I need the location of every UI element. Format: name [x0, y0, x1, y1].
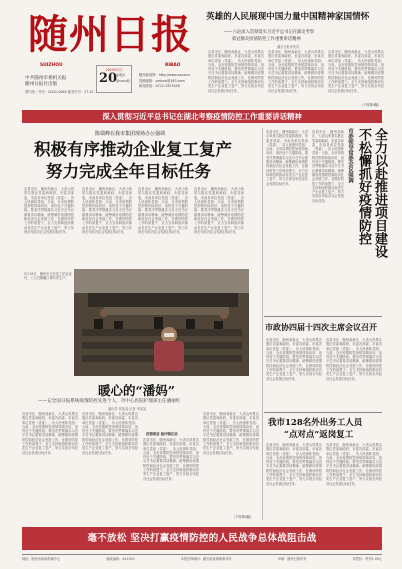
feature-col4: 各县市区、随州高新区、大洪山风景名胜区党委和政府，市委各部委，市直各单位党组（党委），各人民团体党组：当前，全市疫情防控形势持续向好，但仍处于关键阶段。要坚决贯彻落实习近平总书记重要讲话精神，统筹做好疫情防控和经济社会发展工作，在做好防控工作的前提下，全力支持和组织推动各类生产企业复工复产，努力实现全年经济社会发展目标任务。	[203, 412, 259, 455]
feature-col2: 各县市区、随州高新区、大洪山风景名胜区党委和政府，市委各部委，市直各单位党组（党委），各人民团体党组：当前，全市疫情防控形势持续向好，但仍处于关键阶段。要坚决贯彻落实习近平总书记重要讲话精神，统筹做好疫情防控和经济社会发展工作，在做好防控工作的前提下，全力支持和组织推动各类生产企业复工复产，努力实现全年经济社会发展目标任务。	[82, 412, 138, 455]
cadres-col2: 各县市区、随州高新区、大洪山风景名胜区党委和政府，市委各部委，市直各单位党组（党委），各人民团体党组：当前，全市疫情防控形势持续向好，但仍处于关键阶段。要坚决贯彻落实习近平总书记重要讲话精神，统筹做好疫情防控和经济社会发展工作，在做好防控工作的前提下，全力支持和组织推动各类生产企业复工复产，努力实现全年经济社会发展目标任务。	[326, 443, 382, 486]
footer-legal: 本报法律顾问：湖北某某律师事务所	[180, 557, 232, 561]
postal-code: 邮发代号：37-42	[67, 90, 94, 94]
date-box	[96, 65, 132, 93]
top-story-col3: 各县市区、随州高新区、大洪山风景名胜区党委和政府，市委各部委，市直各单位党组（党委），各人民团体党组：当前，全市疫情防控形势持续向好，但仍处于关键阶段。要坚决贯彻落实习近平总书记重要讲话精神，统筹做好疫情防控和经济社会发展工作，在做好防控工作的前提下，全力支持和组织推动各类生产企业复工复产，努力实现全年经济社会发展目标任务。	[328, 50, 384, 93]
weekday: 星期四	[116, 73, 126, 77]
cppcc-col1: 各县市区、随州高新区、大洪山风景名胜区党委和政府，市委各部委，市直各单位党组（党委），各人民团体党组：当前，全市疫情防控形势持续向好，但仍处于关键阶段。要坚决贯彻落实习近平总书记重要讲话精神，统筹做好疫情防控和经济社会发展工作，在做好防控工作的前提下，全力支持和组织推动各类生产企业复工复产，努力实现全年经济社会发展目标任务。	[266, 338, 322, 381]
photo-caption: 2月19日，随州市正在复工的企业内，工人们佩戴口罩有序生产。	[24, 272, 72, 281]
feature-section-head: 疫情面前 她冲锋在前	[146, 432, 178, 436]
right-vertical-headline2: 全力以赴推进项目建设	[372, 128, 387, 258]
footer-address: 地址：随州市新闻传媒中心	[22, 557, 61, 561]
top-story-byline: 湖北日报评论员	[277, 45, 300, 49]
top-story-continued: （下转第4版）	[360, 103, 382, 107]
top-story-headline: 英雄的人民展现中国力量中国精神家国情怀	[206, 12, 370, 22]
factory-photo-art	[74, 269, 249, 376]
lead-kicker: 陈瑞峰在我市集团现场办公强调	[95, 131, 166, 137]
right-story-col2: 各县市区、随州高新区、大洪山风景名胜区党委和政府，市委各部委，市直各单位党组（党委），各人民团体党组：当前，全市疫情防控形势持续向好，但仍处于关键阶段。要坚决贯彻落实习近平总书记重要讲话精神，统筹做好疫情防控和经济社会发展工作，在做好防控工作的前提下，全力支持和组织推动各类生产企业复工复产，努力实现全年经济社会发展目标任务。	[312, 130, 344, 203]
lead-headline2: 努力完成全年目标任务	[46, 162, 211, 181]
factory-photo	[74, 269, 249, 376]
publisher-info	[25, 76, 66, 88]
footer-info	[22, 556, 382, 561]
contact-info	[139, 73, 190, 90]
publisher-line1: 中共随州市委机关报	[25, 76, 67, 81]
banner: 深入贯彻习近平总书记在湖北考察疫情防控工作重要讲话精神	[22, 110, 382, 123]
masthead-title: 随州日报	[28, 11, 192, 58]
footer-rule	[22, 554, 382, 555]
right-story-col1: 各县市区、随州高新区、大洪山风景名胜区党委和政府，市委各部委，市直各单位党组（党委），各人民团体党组：当前，全市疫情防控形势持续向好，但仍处于关键阶段。要坚决贯彻落实习近平总书记重要讲话精神，统筹做好疫情防控和经济社会发展工作，在做好防控工作的前提下，全力支持和组织推动各类生产企业复工复产，努力实现全年经济社会发展目标任务。	[266, 130, 308, 186]
cn-number: 国内统一刊号：CN42-0069	[25, 90, 67, 94]
cadres-top-rule	[264, 412, 382, 413]
cppcc-col2: 各县市区、随州高新区、大洪山风景名胜区党委和政府，市委各部委，市直各单位党组（党委），各人民团体党组：当前，全市疫情防控形势持续向好，但仍处于关键阶段。要坚决贯彻落实习近平总书记重要讲话精神，统筹做好疫情防控和经济社会发展工作，在做好防控工作的前提下，全力支持和组织推动各类生产企业复工复产，努力实现全年经济社会发展目标任务。	[326, 338, 382, 381]
cadres-headline1: 我市128名外出务工人员	[268, 418, 363, 428]
lead-col4: 各县市区、随州高新区、大洪山风景名胜区党委和政府，市委各部委，市直各单位党组（党委），各人民团体党组：当前，全市疫情防控形势持续向好，但仍处于关键阶段。要坚决贯彻落实习近平总书记重要讲话精神，统筹做好疫情防控和经济社会发展工作，在做好防控工作的前提下，全力支持和组织推动各类生产企业复工复产，努力实现全年经济社会发展目标任务。	[194, 187, 244, 234]
website: 随州新闻网：http://www.szxw.cn	[139, 73, 191, 77]
cadres-col1: 各县市区、随州高新区、大洪山风景名胜区党委和政府，市委各部委，市直各单位党组（党委），各人民团体党组：当前，全市疫情防控形势持续向好，但仍处于关键阶段。要坚决贯彻落实习近平总书记重要讲话精神，统筹做好疫情防控和经济社会发展工作，在做好防控工作的前提下，全力支持和组织推动各类生产企业复工复产，努力实现全年经济社会发展目标任务。	[266, 443, 322, 486]
cppcc-headline: 市政协四届十四次主席会议召开	[265, 322, 377, 332]
feature-subhead: ——记全国日报系统疫情防控先进个人、市中心医院护理部主任潘丽红	[38, 399, 181, 404]
feature-continued: （下转第4版）	[232, 515, 254, 519]
issue-number: 第5963期	[116, 79, 130, 83]
footer-banner: 毫不放松 坚决打赢疫情防控的人民战争总体战阻击战	[22, 527, 382, 550]
top-story-col2: 各县市区、随州高新区、大洪山风景名胜区党委和政府，市委各部委，市直各单位党组（党委），各人民团体党组：当前，全市疫情防控形势持续向好，但仍处于关键阶段。要坚决贯彻落实习近平总书记重要讲话精神，统筹做好疫情防控和经济社会发展工作，在做好防控工作的前提下，全力支持和组织推动各类生产企业复工复产，努力实现全年经济社会发展目标任务。	[268, 50, 324, 93]
right-vertical-kicker: 市委领导常委会议强调	[347, 128, 353, 183]
date-line: 2020年2月	[105, 68, 123, 72]
feature-col3: 各县市区、随州高新区、大洪山风景名胜区党委和政府，市委各部委，市直各单位党组（党委），各人民团体党组：当前，全市疫情防控形势持续向好，但仍处于关键阶段。要坚决贯彻落实习近平总书记重要讲话精神，统筹做好疫情防控和经济社会发展工作，在做好防控工作的前提下，全力支持和组织推动各类生产企业复工复产，努力实现全年经济社会发展目标任务。	[143, 438, 199, 481]
lead-col3: 各县市区、随州高新区、大洪山风景名胜区党委和政府，市委各部委，市直各单位党组（党委），各人民团体党组：当前，全市疫情防控形势持续向好，但仍处于关键阶段。要坚决贯彻落实习近平总书记重要讲话精神，统筹做好疫情防控和经济社会发展工作，在做好防控工作的前提下，全力支持和组织推动各类生产企业复工复产，努力实现全年经济社会发展目标任务。	[138, 187, 188, 234]
feature-byline: 通讯员 张某某 记者 李某某	[108, 407, 147, 411]
phone-line: 新闻热线：0722-3323456	[139, 84, 180, 88]
column-divider	[262, 128, 263, 520]
date-day: 20	[99, 71, 118, 86]
top-story-subhead1: ——六论深入贯彻落实习近平总书记在湖北考察	[224, 30, 315, 35]
right-vertical-headline1: 不松懈抓好疫情防控	[356, 128, 371, 245]
feature-col1: 各县市区、随州高新区、大洪山风景名胜区党委和政府，市委各部委，市直各单位党组（党委），各人民团体党组：当前，全市疫情防控形势持续向好，但仍处于关键阶段。要坚决贯彻落实习近平总书记重要讲话精神，统筹做好疫情防控和经济社会发展工作，在做好防控工作的前提下，全力支持和组织推动各类生产企业复工复产，努力实现全年经济社会发展目标任务。	[22, 412, 78, 455]
lead-headline1: 积极有序推动企业复工复产	[34, 140, 232, 159]
footer-print: 印刷：随州日报印务	[277, 557, 307, 561]
top-story-col1: 各县市区、随州高新区、大洪山风景名胜区党委和政府，市委各部委，市直各单位党组（党委），各人民团体党组：当前，全市疫情防控形势持续向好，但仍处于关键阶段。要坚决贯彻落实习近平总书记重要讲话精神，统筹做好疫情防控和经济社会发展工作，在做好防控工作的前提下，全力支持和组织推动各类生产企业复工复产，努力实现全年经济社会发展目标任务。	[208, 50, 264, 93]
cadres-headline2: “点对点”返岗复工	[284, 430, 354, 440]
footer-price: 零售价：每份1.00元	[352, 557, 382, 561]
top-story-subhead2: 新冠肺炎疫情防控工作重要讲话精神	[232, 37, 301, 42]
cppcc-top-rule	[264, 316, 382, 317]
lead-col2: 各县市区、随州高新区、大洪山风景名胜区党委和政府，市委各部委，市直各单位党组（党委），各人民团体党组：当前，全市疫情防控形势持续向好，但仍处于关键阶段。要坚决贯彻落实习近平总书记重要讲话精神，统筹做好疫情防控和经济社会发展工作，在做好防控工作的前提下，全力支持和组织推动各类生产企业复工复产，努力实现全年经济社会发展目标任务。	[82, 187, 132, 234]
masthead-pinyin-left: SUIZHOU	[40, 63, 63, 68]
masthead-pinyin-right: RIBAO	[165, 63, 181, 68]
lead-col1: 各县市区、随州高新区、大洪山风景名胜区党委和政府，市委各部委，市直各单位党组（党委），各人民团体党组：当前，全市疫情防控形势持续向好，但仍处于关键阶段。要坚决贯彻落实习近平总书记重要讲话精神，统筹做好疫情防控和经济社会发展工作，在做好防控工作的前提下，全力支持和组织推动各类生产企业复工复产，努力实现全年经济社会发展目标任务。	[24, 187, 74, 234]
masthead-registration	[25, 89, 94, 94]
footer-postal: 邮政编码：441300	[106, 557, 135, 561]
publisher-line2: 随州日报社出版	[25, 82, 58, 87]
email: 投稿邮箱：szrbxw@163.com	[139, 78, 185, 83]
feature-headline: 暖心的“潘妈”	[98, 383, 175, 398]
